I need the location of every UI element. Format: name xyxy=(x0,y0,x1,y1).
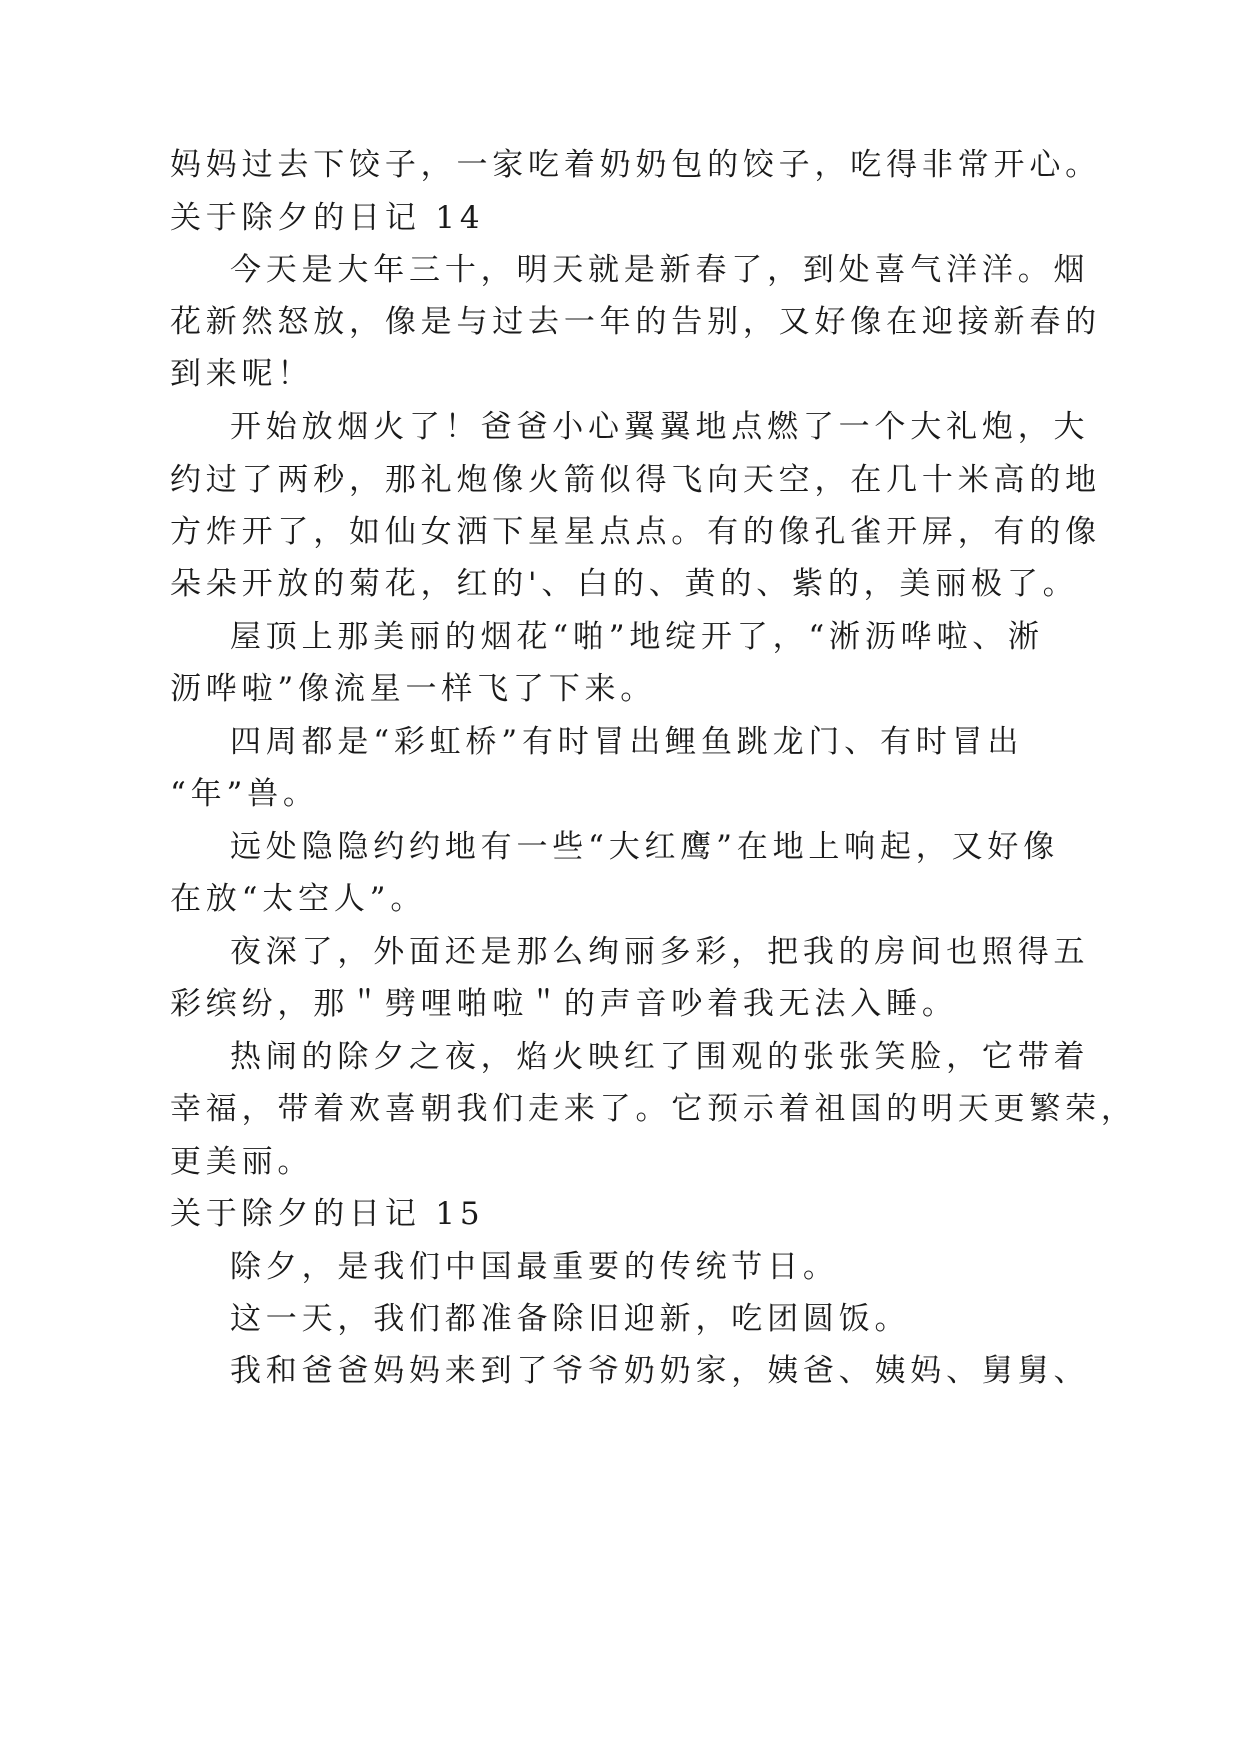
section-heading-14: 关于除夕的日记 14 xyxy=(170,200,485,236)
paragraph-line-14: 远处隐隐约约地有一些“大红鹰”在地上响起，又好像 xyxy=(230,829,1060,865)
paragraph-line-10: 屋顶上那美丽的烟花“啪”地绽开了，“淅沥哗啦、淅 xyxy=(230,619,1044,655)
paragraph-line-17: 彩缤纷，那＂劈哩啪啦＂的声音吵着我无法入睡。 xyxy=(170,986,958,1022)
paragraph-line-18: 热闹的除夕之夜，焰火映红了围观的张张笑脸，它带着 xyxy=(230,1039,1090,1075)
paragraph-line-16: 夜深了，外面还是那么绚丽多彩，把我的房间也照得五 xyxy=(230,934,1090,970)
paragraph-line-5: 到来呢！ xyxy=(170,356,314,392)
paragraph-line-20: 更美丽。 xyxy=(170,1144,314,1180)
paragraph-line-1: 妈妈过去下饺子，一家吃着奶奶包的饺子，吃得非常开心。 xyxy=(170,147,1101,183)
section-heading-15: 关于除夕的日记 15 xyxy=(170,1196,485,1232)
paragraph-line-3: 今天是大年三十，明天就是新春了，到处喜气洋洋。烟 xyxy=(230,252,1090,288)
paragraph-line-11: 沥哗啦”像流星一样飞了下来。 xyxy=(170,671,657,707)
paragraph-line-7: 约过了两秒，那礼炮像火箭似得飞向天空，在几十米高的地 xyxy=(170,462,1101,498)
paragraph-line-9: 朵朵开放的菊花，红的'、白的、黄的、紫的，美丽极了。 xyxy=(170,566,1079,602)
paragraph-line-15: 在放“太空人”。 xyxy=(170,881,427,917)
paragraph-line-4: 花新然怒放，像是与过去一年的告别，又好像在迎接新春的 xyxy=(170,304,1101,340)
paragraph-line-22: 除夕，是我们中国最重要的传统节日。 xyxy=(230,1249,839,1285)
paragraph-line-6: 开始放烟火了！爸爸小心翼翼地点燃了一个大礼炮，大 xyxy=(230,409,1090,445)
paragraph-line-13: “年”兽。 xyxy=(170,776,319,812)
paragraph-line-24: 我和爸爸妈妈来到了爷爷奶奶家，姨爸、姨妈、舅舅、 xyxy=(230,1353,1090,1389)
paragraph-line-12: 四周都是“彩虹桥”有时冒出鲤鱼跳龙门、有时冒出 xyxy=(230,724,1024,760)
paragraph-line-23: 这一天，我们都准备除旧迎新，吃团圆饭。 xyxy=(230,1301,911,1337)
paragraph-line-8: 方炸开了，如仙女洒下星星点点。有的像孔雀开屏，有的像 xyxy=(170,514,1101,550)
paragraph-line-19: 幸福，带着欢喜朝我们走来了。它预示着祖国的明天更繁荣， xyxy=(170,1091,1137,1127)
